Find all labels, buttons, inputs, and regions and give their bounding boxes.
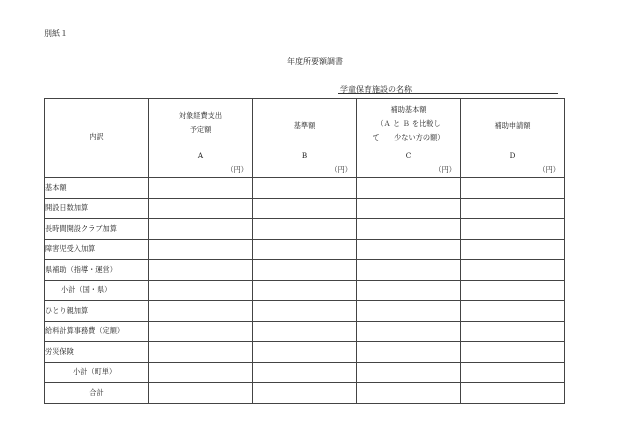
header-col-b bbox=[253, 99, 357, 178]
table-row bbox=[45, 239, 565, 260]
row-label: 労災保険 bbox=[45, 342, 149, 363]
row-label: 長時間開設クラブ加算 bbox=[45, 219, 149, 240]
cell-b[interactable] bbox=[253, 260, 357, 281]
header-col-c-unit: （円） bbox=[434, 165, 456, 174]
cell-d[interactable] bbox=[461, 321, 565, 342]
cell-d[interactable] bbox=[461, 342, 565, 363]
row-label: 給料計算事務費（定額） bbox=[45, 321, 149, 342]
header-col-c-line1: 補助基本額 bbox=[390, 105, 427, 114]
cell-a[interactable] bbox=[149, 198, 253, 219]
table-row bbox=[45, 342, 565, 363]
cell-a[interactable] bbox=[149, 219, 253, 240]
header-col-a-unit: （円） bbox=[226, 165, 248, 174]
cell-b[interactable] bbox=[253, 362, 357, 383]
facility-name-underline bbox=[338, 93, 558, 94]
table-row bbox=[45, 280, 565, 301]
row-label: 開設日数加算 bbox=[45, 198, 149, 219]
table-row bbox=[45, 260, 565, 281]
cell-b[interactable] bbox=[253, 239, 357, 260]
cell-d[interactable] bbox=[461, 301, 565, 322]
cell-d[interactable] bbox=[461, 239, 565, 260]
cell-b[interactable] bbox=[253, 219, 357, 240]
cell-c[interactable] bbox=[357, 321, 461, 342]
budget-table bbox=[44, 98, 565, 404]
header-col-c bbox=[357, 99, 461, 178]
cell-d[interactable] bbox=[461, 280, 565, 301]
cell-a[interactable] bbox=[149, 280, 253, 301]
cell-c[interactable] bbox=[357, 362, 461, 383]
table-row bbox=[45, 178, 565, 199]
cell-b[interactable] bbox=[253, 178, 357, 199]
cell-c[interactable] bbox=[357, 301, 461, 322]
row-label: 県補助（指導・運営） bbox=[45, 260, 149, 281]
cell-d[interactable] bbox=[461, 198, 565, 219]
header-col-c-letter: C bbox=[405, 151, 412, 160]
cell-b[interactable] bbox=[253, 321, 357, 342]
row-label: 基本額 bbox=[45, 178, 149, 199]
cell-a[interactable] bbox=[149, 342, 253, 363]
cell-d[interactable] bbox=[461, 178, 565, 199]
cell-d[interactable] bbox=[461, 219, 565, 240]
header-col-a-line2: 予定額 bbox=[189, 125, 212, 134]
cell-c[interactable] bbox=[357, 280, 461, 301]
cell-b[interactable] bbox=[253, 383, 357, 404]
cell-b[interactable] bbox=[253, 342, 357, 363]
header-col-d-unit: （円） bbox=[538, 165, 560, 174]
header-col-d-letter: D bbox=[509, 151, 516, 160]
cell-a[interactable] bbox=[149, 260, 253, 281]
header-naiyaku-label: 内訳 bbox=[89, 132, 104, 141]
row-label: 小計（町単） bbox=[45, 362, 149, 383]
table-row bbox=[45, 219, 565, 240]
header-naiyaku bbox=[45, 99, 149, 178]
header-col-b-unit: （円） bbox=[330, 165, 352, 174]
cell-c[interactable] bbox=[357, 178, 461, 199]
row-label: ひとり親加算 bbox=[45, 301, 149, 322]
header-col-b-letter: B bbox=[301, 151, 308, 160]
table-row bbox=[45, 321, 565, 342]
header-col-c-line3: て 少ない方の額） bbox=[372, 133, 445, 142]
row-label: 小計（国・県） bbox=[45, 280, 149, 301]
header-col-d bbox=[461, 99, 565, 178]
cell-c[interactable] bbox=[357, 219, 461, 240]
header-col-a bbox=[149, 99, 253, 178]
cell-a[interactable] bbox=[149, 178, 253, 199]
table-row bbox=[45, 383, 565, 404]
cell-a[interactable] bbox=[149, 383, 253, 404]
header-col-d-label: 補助申請額 bbox=[494, 121, 531, 130]
cell-b[interactable] bbox=[253, 198, 357, 219]
cell-d[interactable] bbox=[461, 260, 565, 281]
header-col-a-line1: 対象経費支出 bbox=[178, 111, 223, 120]
table-row bbox=[45, 362, 565, 383]
cell-d[interactable] bbox=[461, 362, 565, 383]
cell-a[interactable] bbox=[149, 321, 253, 342]
cell-b[interactable] bbox=[253, 280, 357, 301]
row-label: 合計 bbox=[45, 383, 149, 404]
cell-d[interactable] bbox=[461, 383, 565, 404]
table-header-row bbox=[45, 99, 565, 178]
facility-name-label: 学童保育施設の名称 bbox=[340, 85, 412, 94]
document-title: 年度所要額調書 bbox=[287, 57, 343, 66]
cell-c[interactable] bbox=[357, 239, 461, 260]
cell-c[interactable] bbox=[357, 198, 461, 219]
header-col-c-line2: （Ａ と Ｂ を比較し bbox=[376, 119, 441, 128]
header-col-b-label: 基準額 bbox=[293, 121, 316, 130]
attachment-label: 別紙１ bbox=[44, 29, 68, 38]
cell-c[interactable] bbox=[357, 342, 461, 363]
cell-c[interactable] bbox=[357, 383, 461, 404]
cell-a[interactable] bbox=[149, 301, 253, 322]
table-row bbox=[45, 301, 565, 322]
header-col-a-letter: A bbox=[197, 151, 204, 160]
cell-a[interactable] bbox=[149, 362, 253, 383]
row-label: 障害児受入加算 bbox=[45, 239, 149, 260]
cell-a[interactable] bbox=[149, 239, 253, 260]
cell-c[interactable] bbox=[357, 260, 461, 281]
table-row bbox=[45, 198, 565, 219]
cell-b[interactable] bbox=[253, 301, 357, 322]
